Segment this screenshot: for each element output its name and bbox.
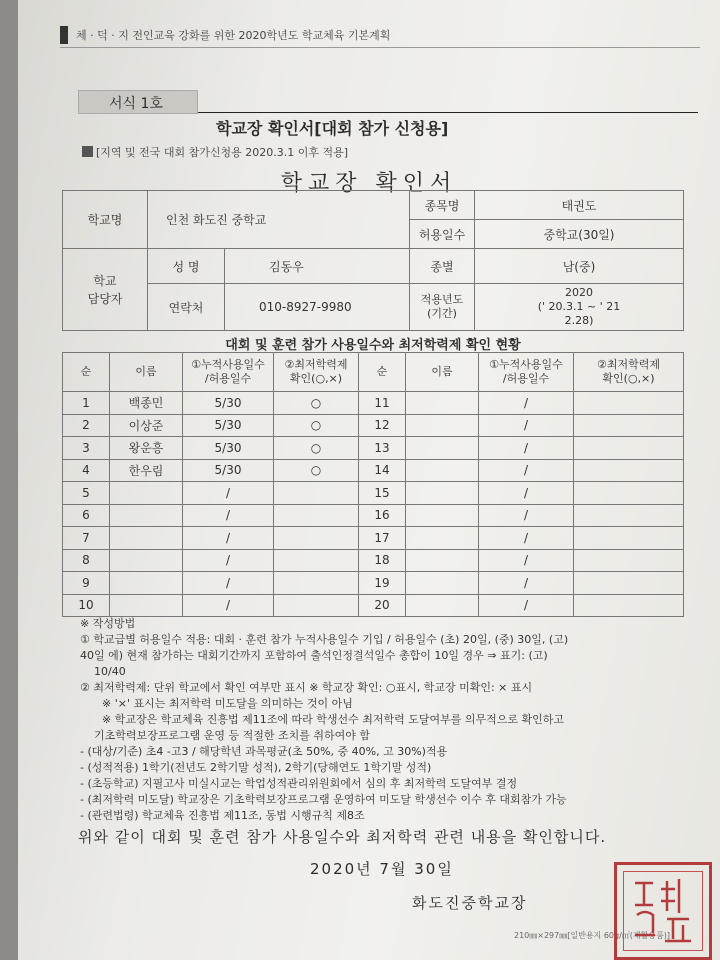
- document-title: 학교장 확인서: [280, 171, 458, 196]
- allowed-value: 중학교(30일): [475, 220, 684, 249]
- cell-no2: 17: [359, 527, 406, 550]
- cell-check2: [574, 594, 684, 617]
- cell-name2: [406, 594, 479, 617]
- cell-no2: 11: [359, 392, 406, 415]
- cell-days: /: [183, 549, 274, 572]
- name-label: 성 명: [148, 249, 225, 284]
- cell-check2: [574, 414, 684, 437]
- cell-no: 1: [63, 392, 110, 415]
- cell-check2: [574, 549, 684, 572]
- cell-days2: /: [479, 392, 574, 415]
- cell-no: 5: [63, 482, 110, 505]
- school-value: 인천 화도진 중학교: [148, 191, 410, 249]
- cell-days2: /: [479, 594, 574, 617]
- table-row: [63, 482, 684, 505]
- cell-name2: [406, 392, 479, 415]
- cell-name: [110, 482, 183, 505]
- square-bullet-icon: [82, 146, 93, 157]
- table-row: [63, 392, 684, 415]
- cell-no: 10: [63, 594, 110, 617]
- gender-value: 남(중): [475, 249, 684, 284]
- cell-days: 5/30: [183, 392, 274, 415]
- cell-days: 5/30: [183, 459, 274, 482]
- table-row: [63, 594, 684, 617]
- cell-check: [274, 572, 359, 595]
- note-line: - (관련법령) 학교체육 진흥법 제11조, 동법 시행규칙 제8조: [80, 809, 365, 822]
- cell-check: [274, 504, 359, 527]
- cell-days2: /: [479, 414, 574, 437]
- note-line: ※ 학교장은 학교체육 진흥법 제11조에 따라 학생선수 최저학력 도달여부를 의무적으로 확인하고: [102, 713, 564, 726]
- info-table: [62, 190, 684, 331]
- cell-name2: [406, 504, 479, 527]
- cell-days2: /: [479, 482, 574, 505]
- event-label: 종목명: [410, 191, 475, 220]
- cell-no2: 14: [359, 459, 406, 482]
- cell-check: ○: [274, 459, 359, 482]
- form-number-box: [78, 90, 198, 114]
- applicability-text: [지역 및 전국 대회 참가신청용 2020.3.1 이후 적용]: [96, 146, 349, 159]
- cell-no: 7: [63, 527, 110, 550]
- cell-name: [110, 504, 183, 527]
- cell-check: [274, 549, 359, 572]
- cell-days2: /: [479, 459, 574, 482]
- cell-check2: [574, 527, 684, 550]
- cell-days: /: [183, 594, 274, 617]
- cell-no: 4: [63, 459, 110, 482]
- note-line: - (대상/기준) 초4 -고3 / 해당학년 과목평균(초 50%, 중 40%, 고 30%)적용: [80, 745, 448, 758]
- cell-name: [110, 594, 183, 617]
- cell-check: ○: [274, 437, 359, 460]
- cell-check: [274, 482, 359, 505]
- cell-no2: 16: [359, 504, 406, 527]
- cell-name: [110, 572, 183, 595]
- col-header: ①누적사용일수 /허용일수: [183, 353, 274, 392]
- table-row: [63, 527, 684, 550]
- note-line: - (초등학교) 지필고사 미실시교는 학업성적관리위원회에서 심의 후 최저학력 도달여부 결정: [80, 777, 518, 790]
- cell-check2: [574, 504, 684, 527]
- contact-value: 010-8927-9980: [225, 284, 410, 331]
- cell-name: 한우림: [110, 459, 183, 482]
- seal-glyph-icon: [617, 865, 709, 957]
- official-seal-stamp: [614, 862, 712, 960]
- cell-check: ○: [274, 414, 359, 437]
- cell-days: /: [183, 572, 274, 595]
- cell-check2: [574, 459, 684, 482]
- cell-no: 6: [63, 504, 110, 527]
- cell-days: /: [183, 482, 274, 505]
- table-row: [63, 504, 684, 527]
- cell-days2: /: [479, 504, 574, 527]
- gender-label: 종별: [410, 249, 475, 284]
- athlete-table-header: [63, 353, 684, 392]
- cell-name2: [406, 572, 479, 595]
- cell-days: /: [183, 504, 274, 527]
- cell-no2: 13: [359, 437, 406, 460]
- cell-no2: 20: [359, 594, 406, 617]
- form-number: 서식 1호: [109, 96, 163, 112]
- note-line: 기초학력보장프로그램 운영 등 적절한 조치를 취하여야 함: [94, 729, 371, 742]
- cell-no2: 18: [359, 549, 406, 572]
- allowed-label: 허용일수: [410, 220, 475, 249]
- table-row: [63, 572, 684, 595]
- note-line: 10/40: [94, 665, 126, 678]
- applicability-note: [82, 144, 348, 160]
- cell-days: /: [183, 527, 274, 550]
- document-page: [18, 0, 720, 960]
- header-bar: [60, 26, 68, 44]
- table-row: [63, 437, 684, 460]
- cell-days2: /: [479, 437, 574, 460]
- year-value: 2020 (' 20.3.1 ~ ' 21 2.28): [475, 284, 684, 331]
- event-value: 태권도: [475, 191, 684, 220]
- cell-no2: 19: [359, 572, 406, 595]
- note-line: ※ 작성방법: [80, 617, 136, 630]
- note-line: 40일 에) 현재 참가하는 대회기간까지 포함하여 출석인정결석일수 총합이 10일 경우 ⇒ 표기: (고): [80, 649, 548, 662]
- note-line: - (성적적용) 1학기(전년도 2학기말 성적), 2학기(당해연도 1학기말 성적): [80, 761, 432, 774]
- signature-date: 2020년 7월 30일: [310, 860, 454, 878]
- cell-name: 이상준: [110, 414, 183, 437]
- cell-check2: [574, 392, 684, 415]
- cell-name2: [406, 482, 479, 505]
- cell-days2: /: [479, 572, 574, 595]
- paper-size-note: 210㎜×297㎜[일반용지 60g/㎡(재활용품)]: [514, 931, 671, 940]
- header-rule: [60, 47, 700, 48]
- running-title: 체 · 덕 · 지 전인교육 강화를 위한 2020학년도 학교체육 기본계획: [76, 29, 391, 42]
- cell-name: 백종민: [110, 392, 183, 415]
- table-row: [63, 414, 684, 437]
- form-title: 학교장 확인서[대회 참가 신청용]: [216, 119, 449, 138]
- cell-name2: [406, 459, 479, 482]
- cell-name2: [406, 527, 479, 550]
- col-header: 순: [359, 353, 406, 392]
- note-line: ※ '×' 표시는 최저학력 미도달을 의미하는 것이 아님: [102, 697, 353, 710]
- name-value: 김동우: [225, 249, 410, 284]
- table-row: [63, 549, 684, 572]
- contact-label: 연락처: [148, 284, 225, 331]
- cell-no2: 15: [359, 482, 406, 505]
- cell-check: ○: [274, 392, 359, 415]
- running-header: [60, 24, 700, 50]
- cell-days: 5/30: [183, 414, 274, 437]
- col-header: ②최저학력제 확인(○,×): [574, 353, 684, 392]
- cell-check: [274, 527, 359, 550]
- col-header: 순: [63, 353, 110, 392]
- staff-label: 학교 담당자: [63, 249, 148, 331]
- col-header: 이름: [110, 353, 183, 392]
- cell-name: [110, 549, 183, 572]
- cell-days2: /: [479, 549, 574, 572]
- cell-name2: [406, 549, 479, 572]
- cell-name2: [406, 437, 479, 460]
- note-line: ② 최저학력제: 단위 학교에서 확인 여부만 표시 ※ 학교장 확인: ○표시, 학교장 미확인: × 표시: [80, 681, 533, 694]
- school-label: 학교명: [63, 191, 148, 249]
- cell-days: 5/30: [183, 437, 274, 460]
- cell-name: [110, 527, 183, 550]
- note-line: - (최저학력 미도달) 학교장은 기초학력보장프로그램 운영하여 미도달 학생선수 이수 후 대회참가 가능: [80, 793, 567, 806]
- cell-check: [274, 594, 359, 617]
- cell-check2: [574, 572, 684, 595]
- cell-days2: /: [479, 527, 574, 550]
- col-header: ②최저학력제 확인(○,×): [274, 353, 359, 392]
- col-header: 이름: [406, 353, 479, 392]
- col-header: ①누적사용일수 /허용일수: [479, 353, 574, 392]
- cell-name: 왕운흥: [110, 437, 183, 460]
- cell-check2: [574, 437, 684, 460]
- cell-no2: 12: [359, 414, 406, 437]
- cell-no: 3: [63, 437, 110, 460]
- confirmation-statement: 위와 같이 대회 및 훈련 참가 사용일수와 최저학력 관련 내용을 확인합니다.: [78, 828, 607, 846]
- table-row: [63, 459, 684, 482]
- cell-no: 2: [63, 414, 110, 437]
- note-line: ① 학교급별 허용일수 적용: 대회 · 훈련 참가 누적사용일수 기입 / 허용일수 (초) 20일, (중) 30일, (고): [80, 633, 569, 646]
- title-rule: [198, 112, 698, 113]
- cell-no: 9: [63, 572, 110, 595]
- writing-instructions: [80, 616, 700, 824]
- usage-subtitle: 대회 및 훈련 참가 사용일수와 최저학력제 확인 현황: [225, 338, 521, 353]
- cell-no: 8: [63, 549, 110, 572]
- year-label: 적용년도 (기간): [410, 284, 475, 331]
- cell-check2: [574, 482, 684, 505]
- athlete-table: [62, 352, 684, 617]
- cell-name2: [406, 414, 479, 437]
- principal-signature: 화도진중학교장: [412, 894, 528, 912]
